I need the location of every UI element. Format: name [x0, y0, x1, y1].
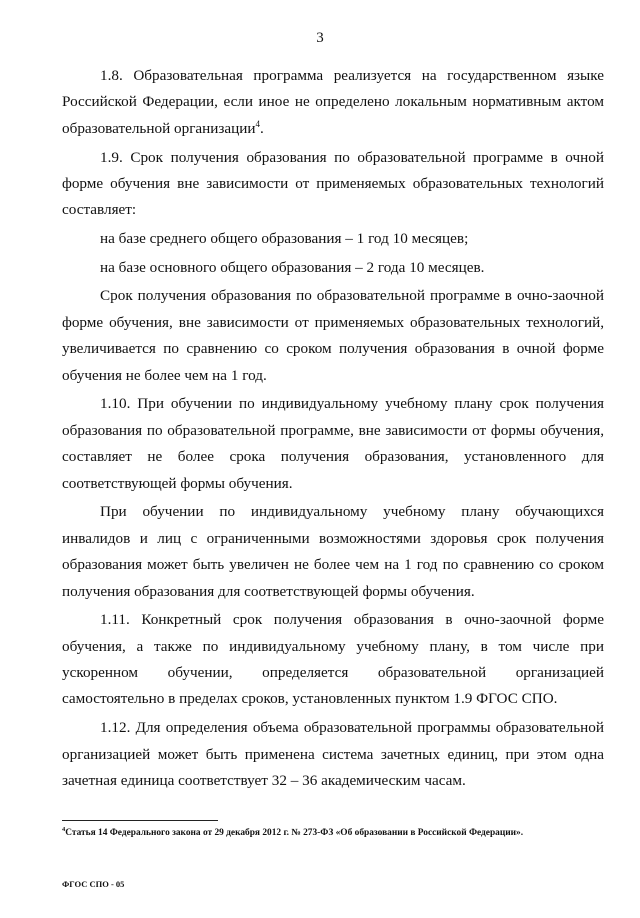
list-item-secondary-general: на базе среднего общего образования – 1 год 10 месяцев; — [100, 230, 469, 248]
paragraph-tail: . — [260, 119, 264, 137]
footnote — [62, 827, 604, 839]
paragraph-1-10: 1.10. При обучении по индивидуальному учебному плану срок получения образования по образовательной программе, вне зависимости от формы обучения, составляет не более срока получения образования, установленного для соответствующей формы обучения. — [62, 395, 604, 492]
list-item-basic-general: на базе основного общего образования – 2 года 10 месяцев. — [100, 258, 485, 276]
paragraph-text: 1.8. Образовательная программа реализуется на государственном языке Российской Федерации, если иное не определено локальным нормативным актом образовательной организации — [62, 67, 604, 137]
paragraph-1-8 — [62, 63, 604, 142]
paragraph-1-11: 1.11. Конкретный срок получения образования в очно-заочной форме обучения, а также по индивидуальному учебному плану, в том числе при ускоренном обучении, определяется образовательной организацией самостоятельно в пределах сроков, установленных пунктом 1.9 ФГОС СПО. — [62, 611, 604, 708]
paragraph-1-12: 1.12. Для определения объема образовательной программы образовательной организацией может быть применена система зачетных единиц, при этом одна зачетная единица соответствует 32 – 36 академическим часам. — [62, 719, 604, 789]
footnote-reference[interactable]: 4 — [255, 118, 261, 129]
document-body — [62, 63, 604, 797]
page-number: 3 — [316, 30, 324, 46]
paragraph-disabled-students: При обучении по индивидуальному учебному плану обучающихся инвалидов и лиц с ограниченными возможностями здоровья срок получения образования может быть увеличен не более чем на 1 год по сравнению со сроком получения образования для соответствующей формы обучения. — [62, 503, 604, 600]
footnote-divider — [62, 820, 218, 821]
footnote-text: Статья 14 Федерального закона от 29 декабря 2012 г. № 273-ФЗ «Об образовании в Российской Федерации». — [65, 828, 524, 838]
paragraph-1-9: 1.9. Срок получения образования по образовательной программе в очной форме обучения вне зависимости от применяемых образовательных технологий составляет: — [62, 148, 604, 219]
paragraph-part-time: Срок получения образования по образовательной программе в очно-заочной форме обучения, вне зависимости от применяемых образовательных технологий, увеличивается по сравнению со сроком получения образования в очной форме обучения не более чем на 1 год. — [62, 287, 604, 384]
document-code: ФГОС СПО - 05 — [62, 879, 125, 889]
footnote-marker: 4 — [62, 825, 66, 833]
